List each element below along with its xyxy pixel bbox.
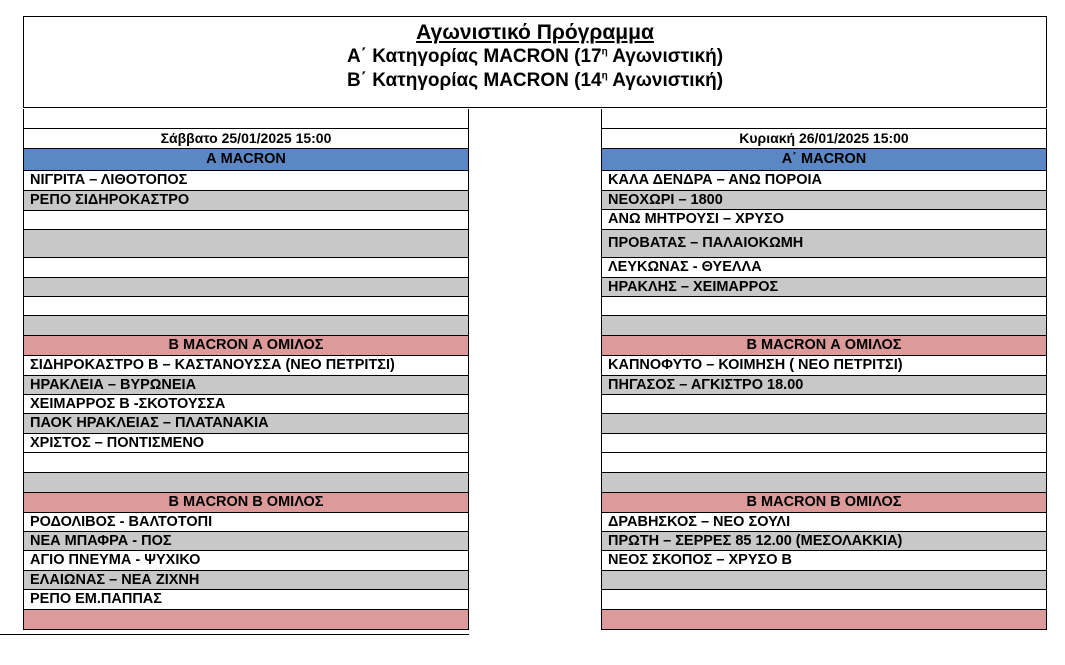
spacer-row <box>24 109 468 129</box>
schedule-title-box <box>23 16 1047 108</box>
match-row: ΡΕΠΟ ΕΜ.ΠΑΠΠΑΣ <box>24 590 468 610</box>
match-row: ΛΕΥΚΩΝΑΣ - ΘΥΕΛΛΑ <box>602 258 1046 278</box>
match-row: ΑΓΙΟ ΠΝΕΥΜΑ - ΨΥΧΙΚΟ <box>24 551 468 571</box>
match-row: ΝΙΓΡΙΤΑ – ΛΙΘΟΤΟΠΟΣ <box>24 171 468 191</box>
match-row: ΗΡΑΚΛΗΣ – ΧΕΙΜΑΡΡΟΣ <box>602 278 1046 297</box>
match-row <box>602 473 1046 493</box>
bottom-border <box>0 634 469 635</box>
section-header-a-macron: Α MACRON <box>24 149 468 171</box>
match-row <box>602 316 1046 336</box>
match-row: ΠΡΟΒΑΤΑΣ – ΠΑΛΑΙΟΚΩΜΗ <box>602 230 1046 258</box>
match-row: ΗΡΑΚΛΕΙΑ – ΒΥΡΩΝΕΙΑ <box>24 376 468 395</box>
match-row <box>602 297 1046 316</box>
match-row: ΔΡΑΒΗΣΚΟΣ – ΝΕΟ ΣΟΥΛΙ <box>602 513 1046 532</box>
match-row: ΡΟΔΟΛΙΒΟΣ - ΒΑΛΤΟΤΟΠΙ <box>24 513 468 532</box>
match-row <box>24 297 468 316</box>
match-row <box>24 316 468 336</box>
spacer-row <box>602 109 1046 129</box>
match-row: ΑΝΩ ΜΗΤΡΟΥΣΙ – ΧΡΥΣΟ <box>602 210 1046 230</box>
match-row <box>24 473 468 493</box>
match-row <box>602 395 1046 414</box>
match-row: ΚΑΛΑ ΔΕΝΔΡΑ – ΑΝΩ ΠΟΡΟΙΑ <box>602 171 1046 191</box>
section-header-b-macron-group-a: Β MACRON Α ΟΜΙΛΟΣ <box>24 336 468 356</box>
date-heading: Σάββατο 25/01/2025 15:00 <box>24 129 468 149</box>
match-row <box>602 434 1046 453</box>
match-row: ΚΑΠΝΟΦΥΤΟ – ΚΟΙΜΗΣΗ ( ΝΕΟ ΠΕΤΡΙΤΣΙ) <box>602 356 1046 376</box>
match-row <box>24 230 468 258</box>
match-row: ΣΙΔΗΡΟΚΑΣΤΡΟ Β – ΚΑΣΤΑΝΟΥΣΣΑ (ΝΕΟ ΠΕΤΡΙΤΣΙ) <box>24 356 468 376</box>
section-header-b-macron-group-a: Β MACRON Α ΟΜΙΛΟΣ <box>602 336 1046 356</box>
match-row <box>602 571 1046 590</box>
match-row <box>602 414 1046 434</box>
page-title: Αγωνιστικό Πρόγραμμα <box>416 21 654 44</box>
section-header-a-macron: Α΄ MACRON <box>602 149 1046 171</box>
match-row: ΡΕΠΟ ΣΙΔΗΡΟΚΑΣΤΡΟ <box>24 191 468 211</box>
match-row: ΝΕΟΣ ΣΚΟΠΟΣ – ΧΡΥΣΟ Β <box>602 551 1046 571</box>
match-row <box>602 590 1046 610</box>
match-row: ΠΑΟΚ ΗΡΑΚΛΕΙΑΣ – ΠΛΑΤΑΝΑΚΙΑ <box>24 414 468 434</box>
match-row: ΝΕΑ ΜΠΑΦΡΑ - ΠΟΣ <box>24 532 468 551</box>
match-row: ΧΡΙΣΤΟΣ – ΠΟΝΤΙΣΜΕΝΟ <box>24 434 468 453</box>
match-row <box>602 453 1046 473</box>
league-a-subtitle: Α΄ Κατηγορίας MACRON ($17^\eta$ Αγωνιστική) <box>346 46 724 67</box>
match-row <box>24 610 468 630</box>
match-row: ΠΗΓΑΣΟΣ – ΑΓΚΙΣΤΡΟ 18.00 <box>602 376 1046 395</box>
section-header-b-macron-group-b: Β MACRON Β ΟΜΙΛΟΣ <box>602 493 1046 513</box>
match-row: ΠΡΩΤΗ – ΣΕΡΡΕΣ 85 12.00 (ΜΕΣΟΛΑΚΚΙΑ) <box>602 532 1046 551</box>
date-heading: Κυριακή 26/01/2025 15:00 <box>602 129 1046 149</box>
match-row: ΕΛΑΙΩΝΑΣ – ΝΕΑ ΖΙΧΝΗ <box>24 571 468 590</box>
match-row: ΧΕΙΜΑΡΡΟΣ Β -ΣΚΟΤΟΥΣΣΑ <box>24 395 468 414</box>
match-row: ΝΕΟΧΩΡΙ – 1800 <box>602 191 1046 210</box>
match-row <box>24 258 468 278</box>
saturday-schedule-column <box>23 109 469 630</box>
match-row <box>24 278 468 297</box>
sunday-schedule-column <box>601 109 1047 630</box>
match-row <box>602 610 1046 630</box>
section-header-b-macron-group-b: Β MACRON Β ΟΜΙΛΟΣ <box>24 493 468 513</box>
league-b-subtitle: Β΄ Κατηγορίας MACRON ($14^\eta$ Αγωνιστική) <box>346 70 724 91</box>
match-row <box>24 211 468 230</box>
match-row <box>24 453 468 473</box>
